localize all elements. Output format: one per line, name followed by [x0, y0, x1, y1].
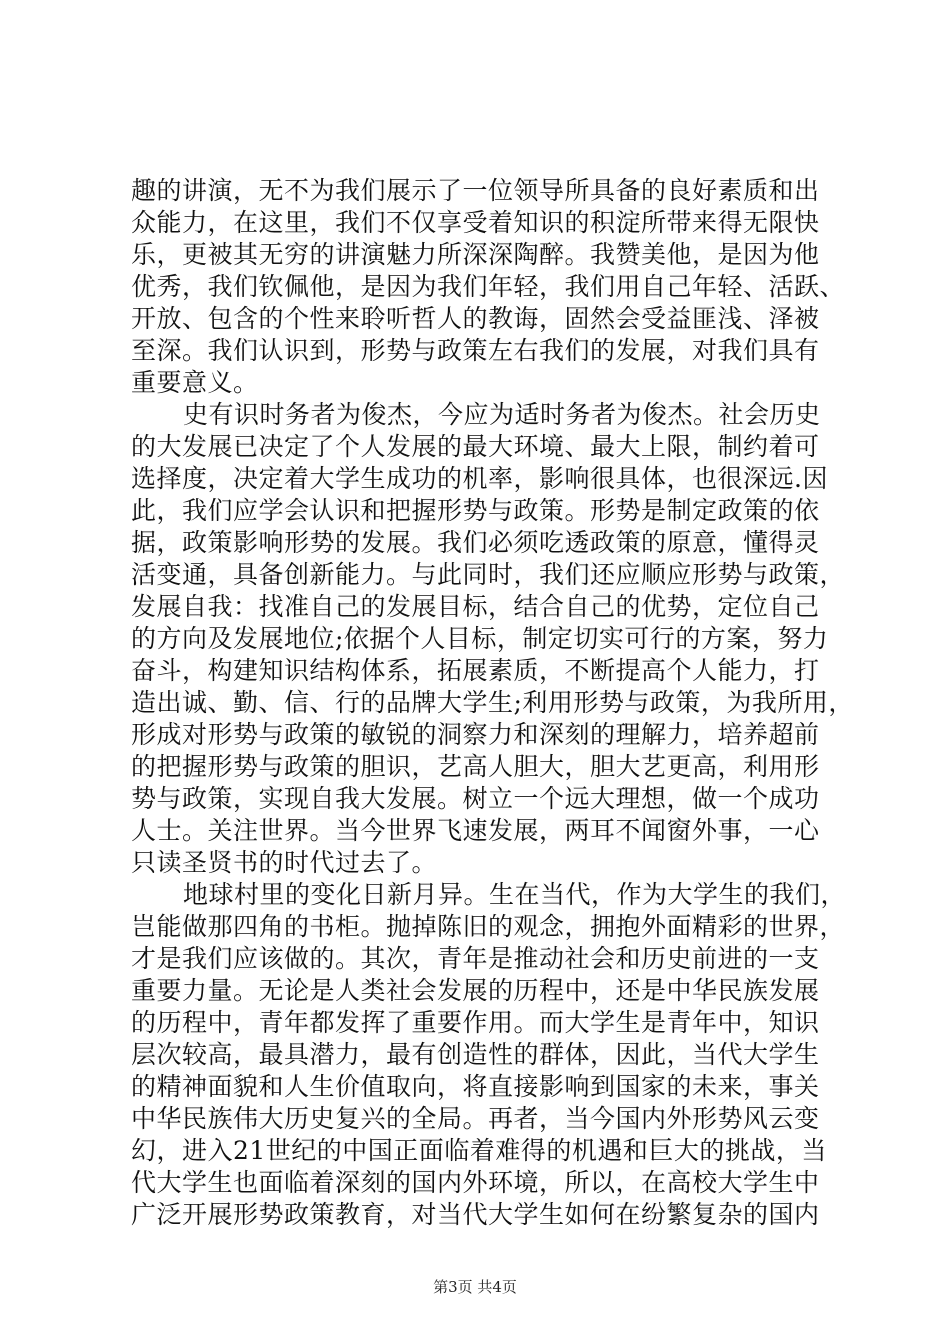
body-text: [131, 175, 854, 1231]
text-line: 据，政策影响形势的发展。我们必须吃透政策的原意，懂得灵: [131, 528, 820, 557]
text-line: 奋斗，构建知识结构体系，拓展素质，不断提高个人能力，打: [131, 656, 820, 685]
text-line: 选择度，决定着大学生成功的机率，影响很具体，也很深远.因: [131, 464, 828, 493]
text-line: 此，我们应学会认识和把握形势与政策。形势是制定政策的依: [131, 496, 820, 525]
text-line: 代大学生也面临着深刻的国内外环境，所以，在高校大学生中: [131, 1168, 820, 1197]
text-line: 的历程中，青年都发挥了重要作用。而大学生是青年中，知识: [131, 1008, 820, 1037]
text-line: 开放、包含的个性来聆听哲人的教诲，固然会受益匪浅、泽被: [131, 304, 820, 333]
page-number-footer: 第3页 共4页: [433, 1278, 517, 1296]
text-line: 优秀，我们钦佩他，是因为我们年轻，我们用自己年轻、活跃、: [131, 272, 846, 301]
paragraph-start-line: 史有识时务者为俊杰，今应为适时务者为俊杰。社会历史: [183, 400, 821, 429]
text-line: 势与政策，实现自我大发展。树立一个远大理想，做一个成功: [131, 784, 820, 813]
text-line: 才是我们应该做的。其次，青年是推动社会和历史前进的一支: [131, 944, 820, 973]
text-line: 众能力，在这里，我们不仅享受着知识的积淀所带来得无限快: [131, 208, 820, 237]
paragraph-start-line: 地球村里的变化日新月异。生在当代，作为大学生的我们，: [183, 880, 847, 909]
text-line: 层次较高，最具潜力，最有创造性的群体，因此，当代大学生: [131, 1040, 820, 1069]
text-line: 岂能做那四角的书柜。抛掉陈旧的观念，拥抱外面精彩的世界，: [131, 912, 846, 941]
text-line: 的方向及发展地位;依据个人目标，制定切实可行的方案，努力: [131, 624, 829, 653]
text-line: 广泛开展形势政策教育，对当代大学生如何在纷繁复杂的国内: [131, 1200, 820, 1229]
text-line: 中华民族伟大历史复兴的全局。再者，当今国内外形势风云变: [131, 1104, 820, 1133]
text-line: 至深。我们认识到，形势与政策左右我们的发展，对我们具有: [131, 336, 820, 365]
text-line: 的大发展已决定了个人发展的最大环境、最大上限，制约着可: [131, 432, 820, 461]
text-line: 活变通，具备创新能力。与此同时，我们还应顺应形势与政策，: [131, 560, 846, 589]
text-line: 造出诚、勤、信、行的品牌大学生;利用形势与政策，为我所用，: [131, 688, 854, 717]
text-line: 人士。关注世界。当今世界飞速发展，两耳不闻窗外事，一心: [131, 816, 820, 845]
text-line: 重要意义。: [131, 368, 259, 397]
text-line: 的精神面貌和人生价值取向，将直接影响到国家的未来，事关: [131, 1072, 820, 1101]
text-line: 幻，进入21世纪的中国正面临着难得的机遇和巨大的挑战，当: [131, 1136, 827, 1165]
text-line: 乐，更被其无穷的讲演魅力所深深陶醉。我赞美他，是因为他: [131, 240, 820, 269]
text-line: 趣的讲演，无不为我们展示了一位领导所具备的良好素质和出: [131, 176, 820, 205]
text-line: 重要力量。无论是人类社会发展的历程中，还是中华民族发展: [131, 976, 820, 1005]
text-line: 只读圣贤书的时代过去了。: [131, 848, 438, 877]
text-line: 的把握形势与政策的胆识，艺高人胆大，胆大艺更高，利用形: [131, 752, 820, 781]
text-line: 发展自我：找准自己的发展目标，结合自己的优势，定位自己: [131, 592, 820, 621]
text-line: 形成对形势与政策的敏锐的洞察力和深刻的理解力，培养超前: [131, 720, 820, 749]
